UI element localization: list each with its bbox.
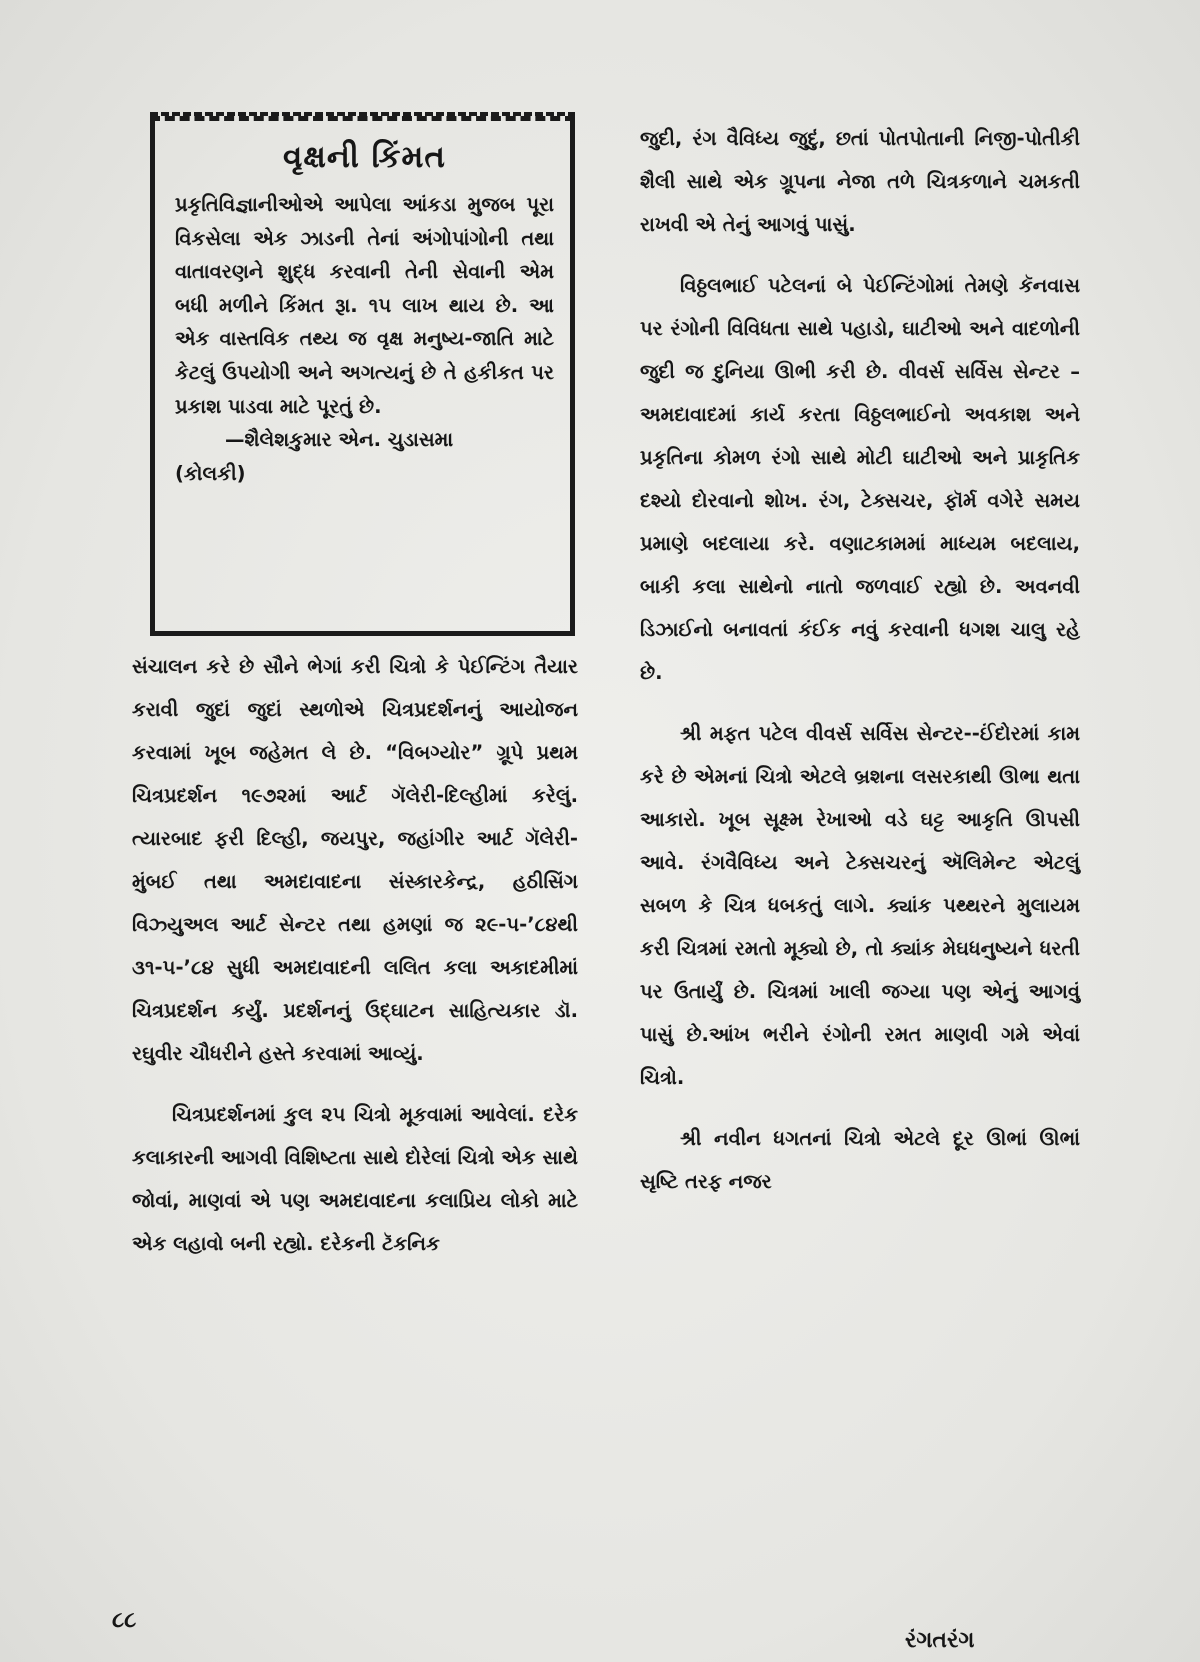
paragraph: સંચાલન કરે છે સૌને ભેગાં કરી ચિત્રો કે પેઈન્ટિંગ તૈયાર કરાવી જુદાં જુદાં સ્થળોએ ચિત્રપ્રદર્શનનું આયોજન કરવામાં ખૂબ જહેમત લે છે. “વિબગ્યોર” ગ્રૂપે પ્રથમ ચિત્રપ્રદર્શન ૧૯૭૨માં આર્ટ ગૅલેરી-દિલ્હીમાં કરેલું. ત્યારબાદ ફરી દિલ્હી, જયપુર, જહાંગીર આર્ટ ગૅલેરી-મુંબઈ તથા અમદાવાદના સંસ્કારકેન્દ્ર, હઠીસિંગ વિઝ્યુઅલ આર્ટ સેન્ટર તથા હમણાં જ ૨૯-૫-’૮૪થી ૩૧-૫-’૮૪ સુધી અમદાવાદની લલિત કલા અકાદમીમાં ચિત્રપ્રદર્શન કર્યું. પ્રદર્શનનું ઉદ્ઘાટન સાહિત્યકાર ડૉ. રઘુવીર ચૌધરીને હસ્તે કરવામાં આવ્યું. (132, 655, 578, 1065)
paragraph: શ્રી નવીન ધગતનાં ચિત્રો એટલે દૂર ઊભાં ઊભાં સૃષ્ટિ તરફ નજર (640, 1127, 1080, 1193)
note-place: (કોલકી) (175, 461, 246, 485)
left-column (132, 645, 578, 1283)
paragraph: વિઠ્ઠલભાઈ પટેલનાં બે પેઈન્ટિંગોમાં તેમણે કૅનવાસ પર રંગોની વિવિધતા સાથે પહાડો, ઘાટીઓ અને વાદળોની જુદી જ દુનિયા ઊભી કરી છે. વીવર્સ સર્વિસ સેન્ટર – અમદાવાદમાં કાર્ય કરતા વિઠ્ઠલભાઈનો અવકાશ અને પ્રકૃતિના કોમળ રંગો સાથે મોટી ઘાટીઓ અને પ્રાકૃતિક દશ્યો દોરવાનો શોખ. રંગ, ટેક્સચર, ફૉર્મ વગેરે સમય પ્રમાણે બદલાયા કરે. વણાટકામમાં માધ્યમ બદલાય, બાકી કલા સાથેનો નાતો જળવાઈ રહ્યો છે. અવનવી ડિઝાઈનો બનાવતાં કંઈક નવું કરવાની ધગશ ચાલુ રહે છે. (640, 274, 1080, 684)
paragraph: ચિત્રપ્રદર્શનમાં કુલ ૨૫ ચિત્રો મૂકવામાં આવેલાં. દરેક કલાકારની આગવી વિશિષ્ટતા સાથે દોરેલાં ચિત્રો એક સાથે જોવાં, માણવાં એ પણ અમદાવાદના કલાપ્રિય લોકો માટે એક લહાવો બની રહ્યો. દરેકની ટૅકનિક (132, 1103, 578, 1255)
paragraph: જુદી, રંગ વૈવિધ્ય જુદું, છતાં પોતપોતાની નિજી-પોતીકી શૈલી સાથે એક ગ્રૂપના નેજા તળે ચિત્રકળાને ચમકતી રાખવી એ તેનું આગવું પાસું. (640, 127, 1080, 236)
right-column (640, 117, 1080, 1221)
boxed-note (150, 116, 575, 636)
page-number: ૮૮ (112, 1608, 137, 1633)
paragraph: શ્રી મફત પટેલ વીવર્સ સર્વિસ સેન્ટર--ઈંદોરમાં કામ કરે છે એમનાં ચિત્રો એટલે બ્રશના લસરકાથી ઊભા થતા આકારો. ખૂબ સૂક્ષ્મ રેખાઓ વડે ઘટ્ટ આકૃતિ ઊપસી આવે. રંગવૈવિધ્ય અને ટેક્સચરનું ઍલિમેન્ટ એટલું સબળ કે ચિત્ર ધબકતું લાગે. ક્યાંક પથ્થરને મુલાયમ કરી ચિત્રમાં રમતો મૂક્યો છે, તો ક્યાંક મેઘધનુષ્યને ધરતી પર ઉતાર્યું છે. ચિત્રમાં ખાલી જગ્યા પણ એનું આગવું પાસું છે.આંખ ભરીને રંગોની રમત માણવી ગમે એવાં ચિત્રો. (640, 722, 1080, 1089)
note-author: —શૈલેશકુમાર એન. ચુડાસમા (225, 428, 454, 452)
note-body: પ્રકૃતિવિજ્ઞાનીઓએ આપેલા આંકડા મુજબ પૂરા વિકસેલા એક ઝાડની તેનાં અંગોપાંગોની તથા વાતાવરણને શુદ્ધ કરવાની તેની સેવાની એમ બધી મળીને કિંમત રૂા. ૧૫ લાખ થાય છે. આ એક વાસ્તવિક તથ્ય જ વૃક્ષ મનુષ્ય-જાતિ માટે કેટલું ઉપયોગી અને અગત્યનું છે તે હકીકત પર પ્રકાશ પાડવા માટે પૂરતું છે. (175, 193, 554, 418)
magazine-name: રંગતરંગ (905, 1628, 975, 1653)
note-title: વૃક્ષની કિંમત (283, 139, 446, 175)
